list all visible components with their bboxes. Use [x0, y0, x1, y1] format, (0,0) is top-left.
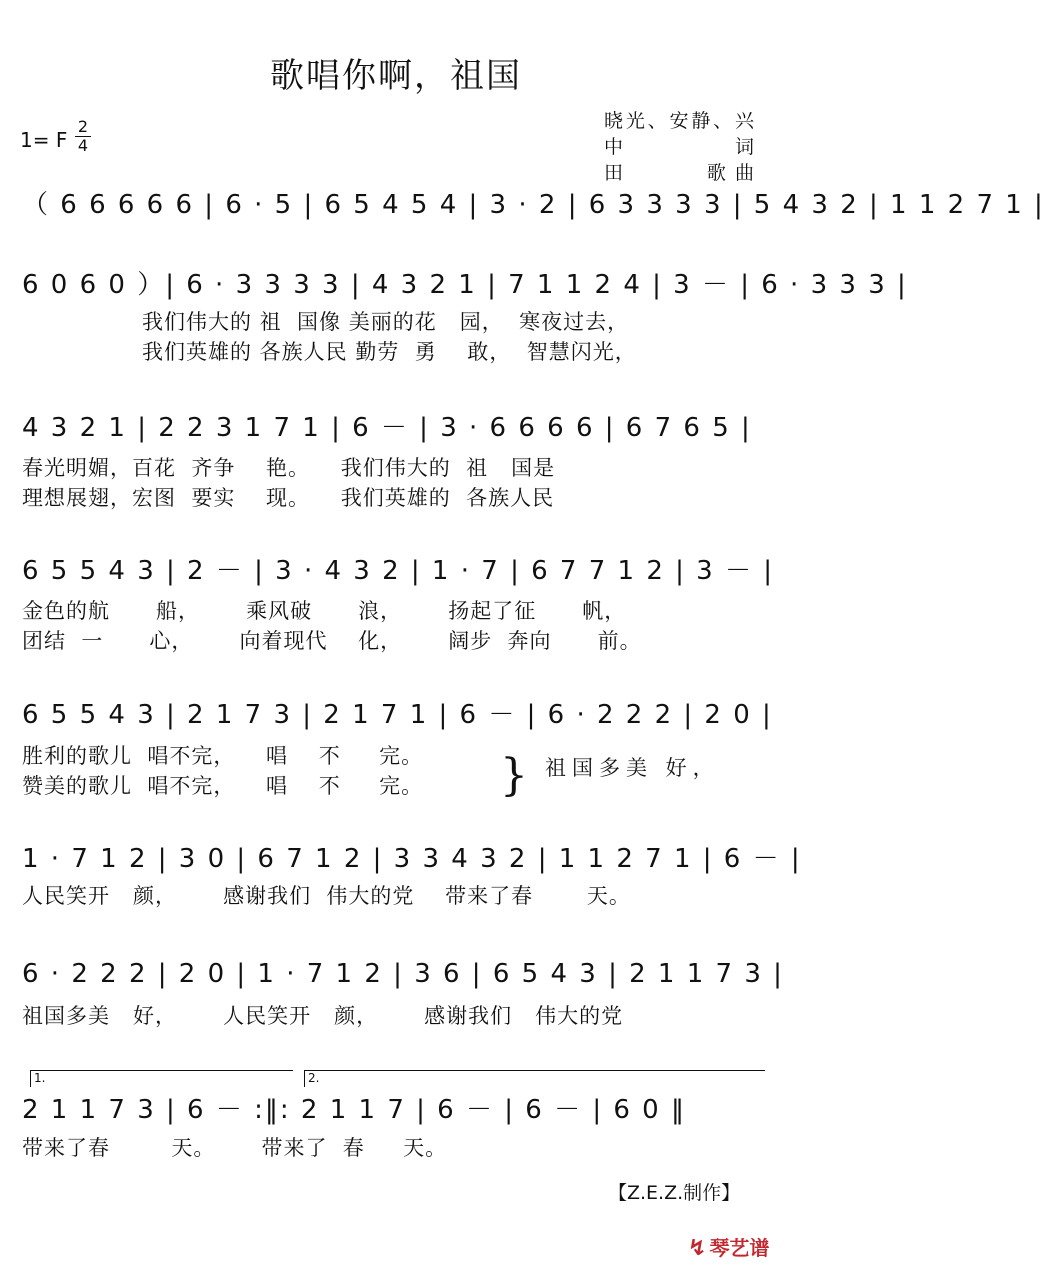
- lyric-row-2-verse-1: 我们伟大的 祖 国像 美丽的花 园， 寒夜过去，: [142, 310, 630, 334]
- lyric-row-2-verse-2: 我们英雄的 各族人民 勤劳 勇 敢， 智慧闪光，: [142, 340, 637, 364]
- lyric-row-5-verse-1: 胜利的歌儿 唱不完， 唱 不 完。: [22, 744, 424, 768]
- lyric-row-5-verse-2: 赞美的歌儿 唱不完， 唱 不 完。: [22, 774, 424, 798]
- notes: 6 5 5 4 3 | 2 1 7 3 | 2 1 7 1 | 6 － | 6 · 2 2 2 | 2 0 |: [22, 699, 773, 730]
- second-ending-bracket: [304, 1070, 765, 1087]
- notes: （ 6 6 6 6 6 | 6 · 5 | 6 5 4 5 4 | 3 · 2 | 6 3 3 3 3 | 5 4 3 2 | 1 1 2 7 1 |: [22, 189, 1045, 220]
- score-row-1: [22, 185, 1045, 220]
- score-row-2: [22, 265, 908, 300]
- lyric-row-3-verse-1: 春光明媚，百花 齐争 艳。 我们伟大的 祖 国是: [22, 456, 556, 480]
- chorus-side-lyric: 祖国多美 好，: [545, 756, 720, 780]
- time-signature-bottom: 4: [77, 136, 89, 155]
- notes: 2 1 1 7 3 | 6 － :‖: 2 1 1 7 | 6 － | 6 － | 6 0 ‖: [22, 1094, 686, 1125]
- lyric-row-4-verse-1: 金色的航 船， 乘风破 浪， 扬起了征 帆，: [22, 599, 627, 623]
- score-row-7: [22, 957, 784, 991]
- score-row-6: [22, 839, 802, 874]
- time-signature: [75, 118, 91, 155]
- first-ending-bracket: [30, 1070, 293, 1087]
- notes: 4 3 2 1 | 2 2 3 1 7 1 | 6 － | 3 · 6 6 6 6 | 6 7 6 5 |: [22, 412, 752, 443]
- lyric-row-8: 带来了春 天。 带来了 春 天。: [22, 1136, 448, 1160]
- score-row-8: [22, 1090, 768, 1124]
- verse-brace: }: [500, 750, 528, 801]
- second-ending-label: 2.: [308, 1071, 320, 1085]
- first-ending-label: 1.: [34, 1071, 46, 1085]
- notes: 1 · 7 1 2 | 3 0 | 6 7 1 2 | 3 3 4 3 2 | 1 1 2 7 1 | 6 － |: [22, 843, 802, 874]
- lyric-row-3-verse-2: 理想展翅，宏图 要实 现。 我们英雄的 各族人民: [22, 486, 555, 510]
- song-title: 歌唱你啊，祖国: [270, 56, 522, 96]
- notes: 6 · 2 2 2 | 2 0 | 1 · 7 1 2 | 3 6 | 6 5 4 3 | 2 1 1 7 3 |: [22, 959, 784, 989]
- lyricist-credit: 晓光、安静、兴中 词: [604, 110, 754, 158]
- credits: [604, 108, 754, 186]
- watermark: [688, 1232, 769, 1261]
- time-signature-top: 2: [75, 118, 91, 137]
- notes: 6 5 5 4 3 | 2 － | 3 · 4 3 2 | 1 · 7 | 6 7 7 1 2 | 3 － |: [22, 555, 774, 586]
- notes: 6 0 6 0 ）| 6 · 3 3 3 3 | 4 3 2 1 | 7 1 1 2 4 | 3 － | 6 · 3 3 3 |: [22, 269, 908, 300]
- key-signature: 1= F: [20, 128, 68, 152]
- lyric-row-6: 人民笑开 颜， 感谢我们 伟大的党 带来了春 天。: [22, 884, 631, 908]
- maker-credit: 【Z.E.Z.制作】: [608, 1182, 741, 1204]
- watermark-text: 琴艺谱: [709, 1236, 770, 1260]
- composer-credit: 田 歌 曲: [604, 162, 754, 184]
- lyric-row-4-verse-2: 团结 一 心， 向着现代 化， 阔步 奔向 前。: [22, 629, 642, 653]
- score-row-5: [22, 695, 773, 730]
- logo-icon: ↯: [688, 1236, 707, 1261]
- score-row-4: [22, 551, 774, 586]
- lyric-row-7: 祖国多美 好， 人民笑开 颜， 感谢我们 伟大的党: [22, 1004, 624, 1028]
- score-row-3: [22, 408, 768, 442]
